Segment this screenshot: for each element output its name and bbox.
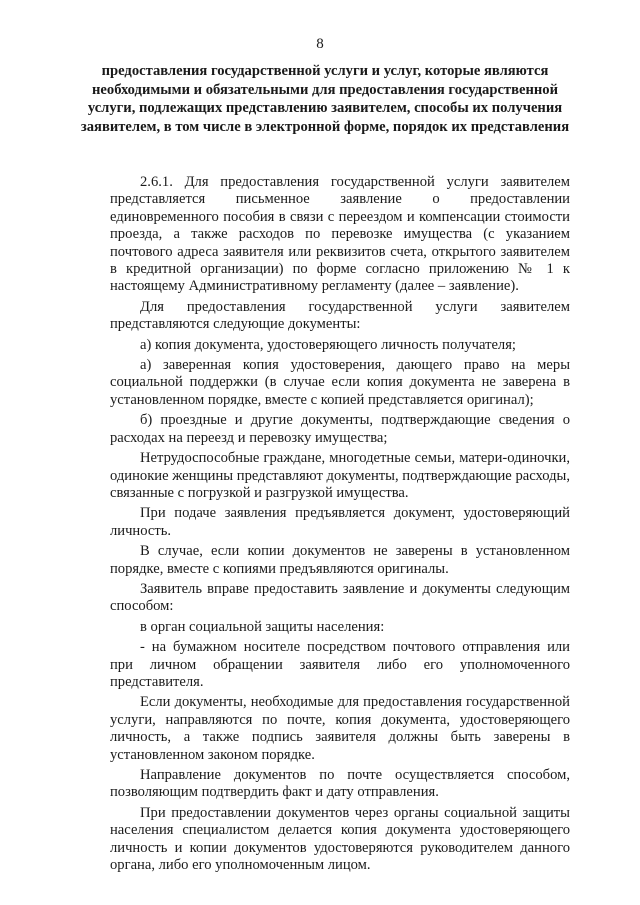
paragraph-originals: В случае, если копии документов не заверены в установленном порядке, вместе с копиями предъявляются оригиналы. xyxy=(110,543,570,577)
paragraph-identity-presentation: При подаче заявления предъявляется документ, удостоверяющий личность. xyxy=(110,505,570,539)
section-heading: предоставления государственной услуги и услуг, которые являются необходимыми и обязательными для предоставления государственной услуги, подлежащих представлению заявителем, способы их получения заявителем, в том числе в электронной форме, порядок их представления xyxy=(80,63,570,135)
paragraph-documents-intro: Для предоставления государственной услуги заявителем представляются следующие документы: xyxy=(110,298,570,333)
paragraph-disabled-citizens: Нетрудоспособные граждане, многодетные семьи, матери-одиночки, одинокие женщины представляют документы, подтверждающие расходы, связанные с погрузкой и разгрузкой имущества. xyxy=(110,450,570,501)
list-item-a-certificate-copy: а) заверенная копия удостоверения, дающего право на меры социальной поддержки (в случае если копия документа не заверена в установленном порядке, вместе с копией представляется оригинал); xyxy=(110,357,570,408)
page-number: 8 xyxy=(316,36,324,52)
paragraph-2-6-1: 2.6.1. Для предоставления государственной услуги заявителем представляется письменное заявление о предоставлении единовременного пособия в связи с переездом и компенсации стоимости проезда, а также расходов по перевозке имущества (с указанием почтового адреса заявителя или реквизитов счета, открытого заявителем в кредитной организации) по форме согласно приложению № 1 к настоящему Административному регламенту (далее – заявление). xyxy=(110,174,570,295)
document-body xyxy=(110,174,570,877)
paragraph-postal-certification: Если документы, необходимые для предоставления государственной услуги, направляются по почте, копия документа, удостоверяющего личность, а также подпись заявителя должны быть заверены в установленном законом порядке. xyxy=(110,694,570,763)
list-item-paper-medium: - на бумажном носителе посредством почтового отправления или при личном обращении заявителя либо его уполномоченного представителя. xyxy=(110,639,570,690)
paragraph-copy-certification: При предоставлении документов через органы социальной защиты населения специалистом делается копия документа удостоверяющего личность и копии документов удостоверяются руководителем данного органа, либо его уполномоченным лицом. xyxy=(110,804,570,874)
paragraph-submission-method: Заявитель вправе предоставить заявление и документы следующим способом: xyxy=(110,580,570,615)
list-item-b-travel-documents: б) проездные и другие документы, подтверждающие сведения о расходах на переезд и перевозку имущества; xyxy=(110,412,570,446)
list-item-social-protection-body: в орган социальной защиты населения: xyxy=(140,618,385,635)
paragraph-postal-method: Направление документов по почте осуществляется способом, позволяющим подтвердить факт и дату отправления. xyxy=(110,767,570,801)
list-item-a-identity-copy: а) копия документа, удостоверяющего личность получателя; xyxy=(140,336,516,353)
